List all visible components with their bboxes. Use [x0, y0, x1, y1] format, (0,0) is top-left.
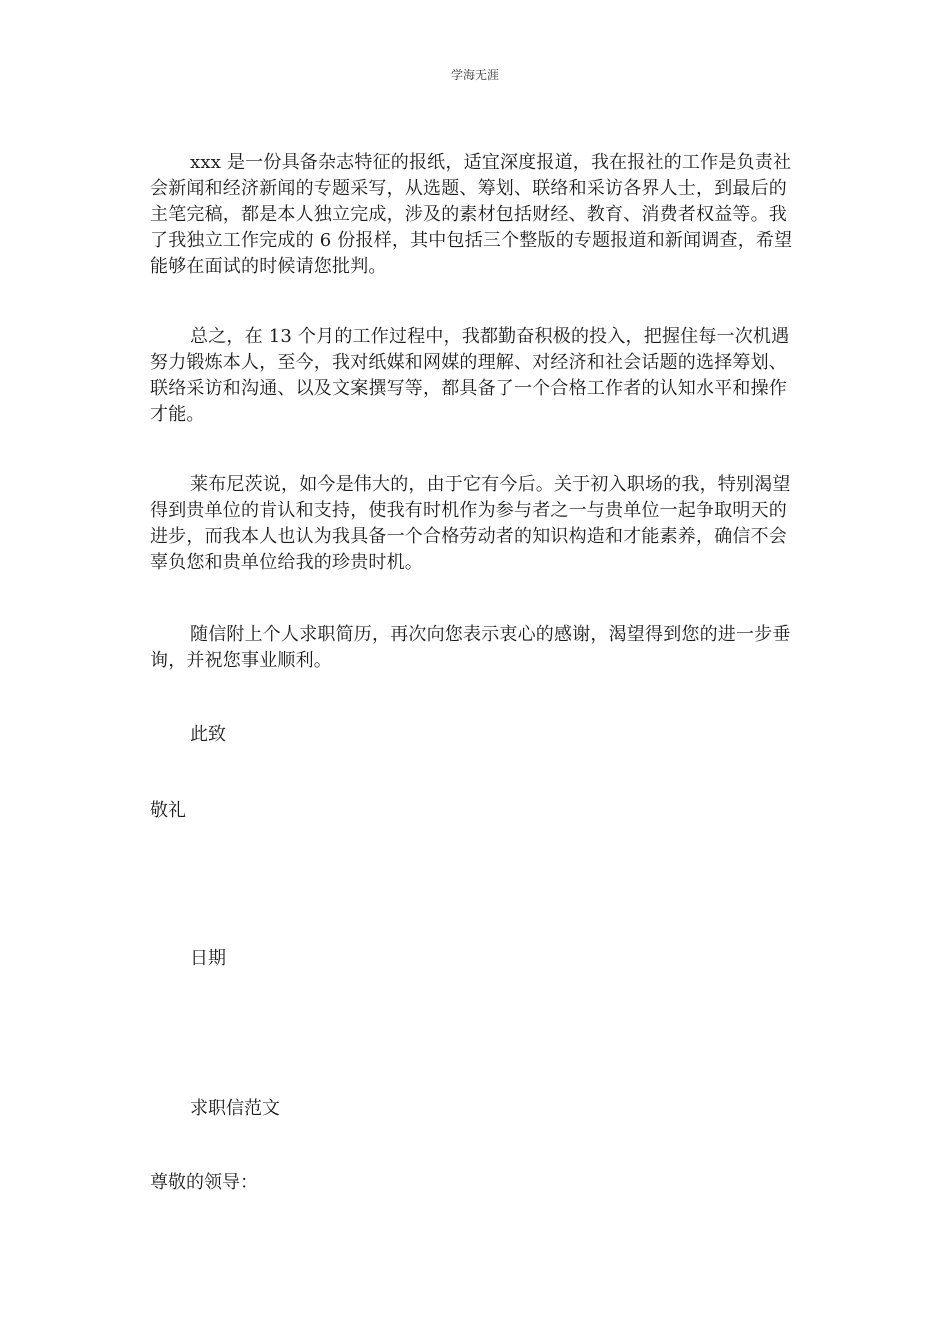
closing-phrase: 此致 — [190, 724, 226, 745]
body-paragraph-4: 随信附上个人求职简历，再次向您表示衷心的感谢，渴望得到您的进一步垂询，并祝您事业顺利。 — [150, 624, 791, 671]
date-label: 日期 — [190, 948, 226, 969]
body-paragraph-1: xxx 是一份具备杂志特征的报纸，适宜深度报道，我在报社的工作是负责社会新闻和经济新闻的专题采写，从选题、筹划、联络和采访各界人士，到最后的主笔完稿，都是本人独立完成，涉及的素材包括财经、教育、消费者权益等。我了我独立工作完成的 6 份报样，其中包括三个整版的专题报道和新闻调查，希望能够在面试的时候请您批判。 — [150, 152, 793, 277]
body-paragraph-3: 莱布尼茨说，如今是伟大的，由于它有今后。关于初入职场的我，特别渴望得到贵单位的肯认和支持，使我有时机作为参与者之一与贵单位一起争取明天的进步，而我本人也认为我具备一个合格劳动者的知识构造和才能素养，确信不会辜负您和贵单位给我的珍贵时机。 — [150, 474, 791, 573]
page-header: 学海无涯 — [450, 68, 499, 82]
body-paragraph-2: 总之，在 13 个月的工作过程中，我都勤奋积极的投入，把握住每一次机遇努力锻炼本人，至今，我对纸媒和网媒的理解、对经济和社会话题的选择筹划、联络采访和沟通、以及文案撰写等，都具备了一个合格工作者的认知水平和操作才能。 — [150, 326, 790, 425]
greeting: 尊敬的领导： — [150, 1172, 258, 1193]
salutation: 敬礼 — [150, 800, 186, 821]
section-title: 求职信范文 — [190, 1098, 280, 1119]
